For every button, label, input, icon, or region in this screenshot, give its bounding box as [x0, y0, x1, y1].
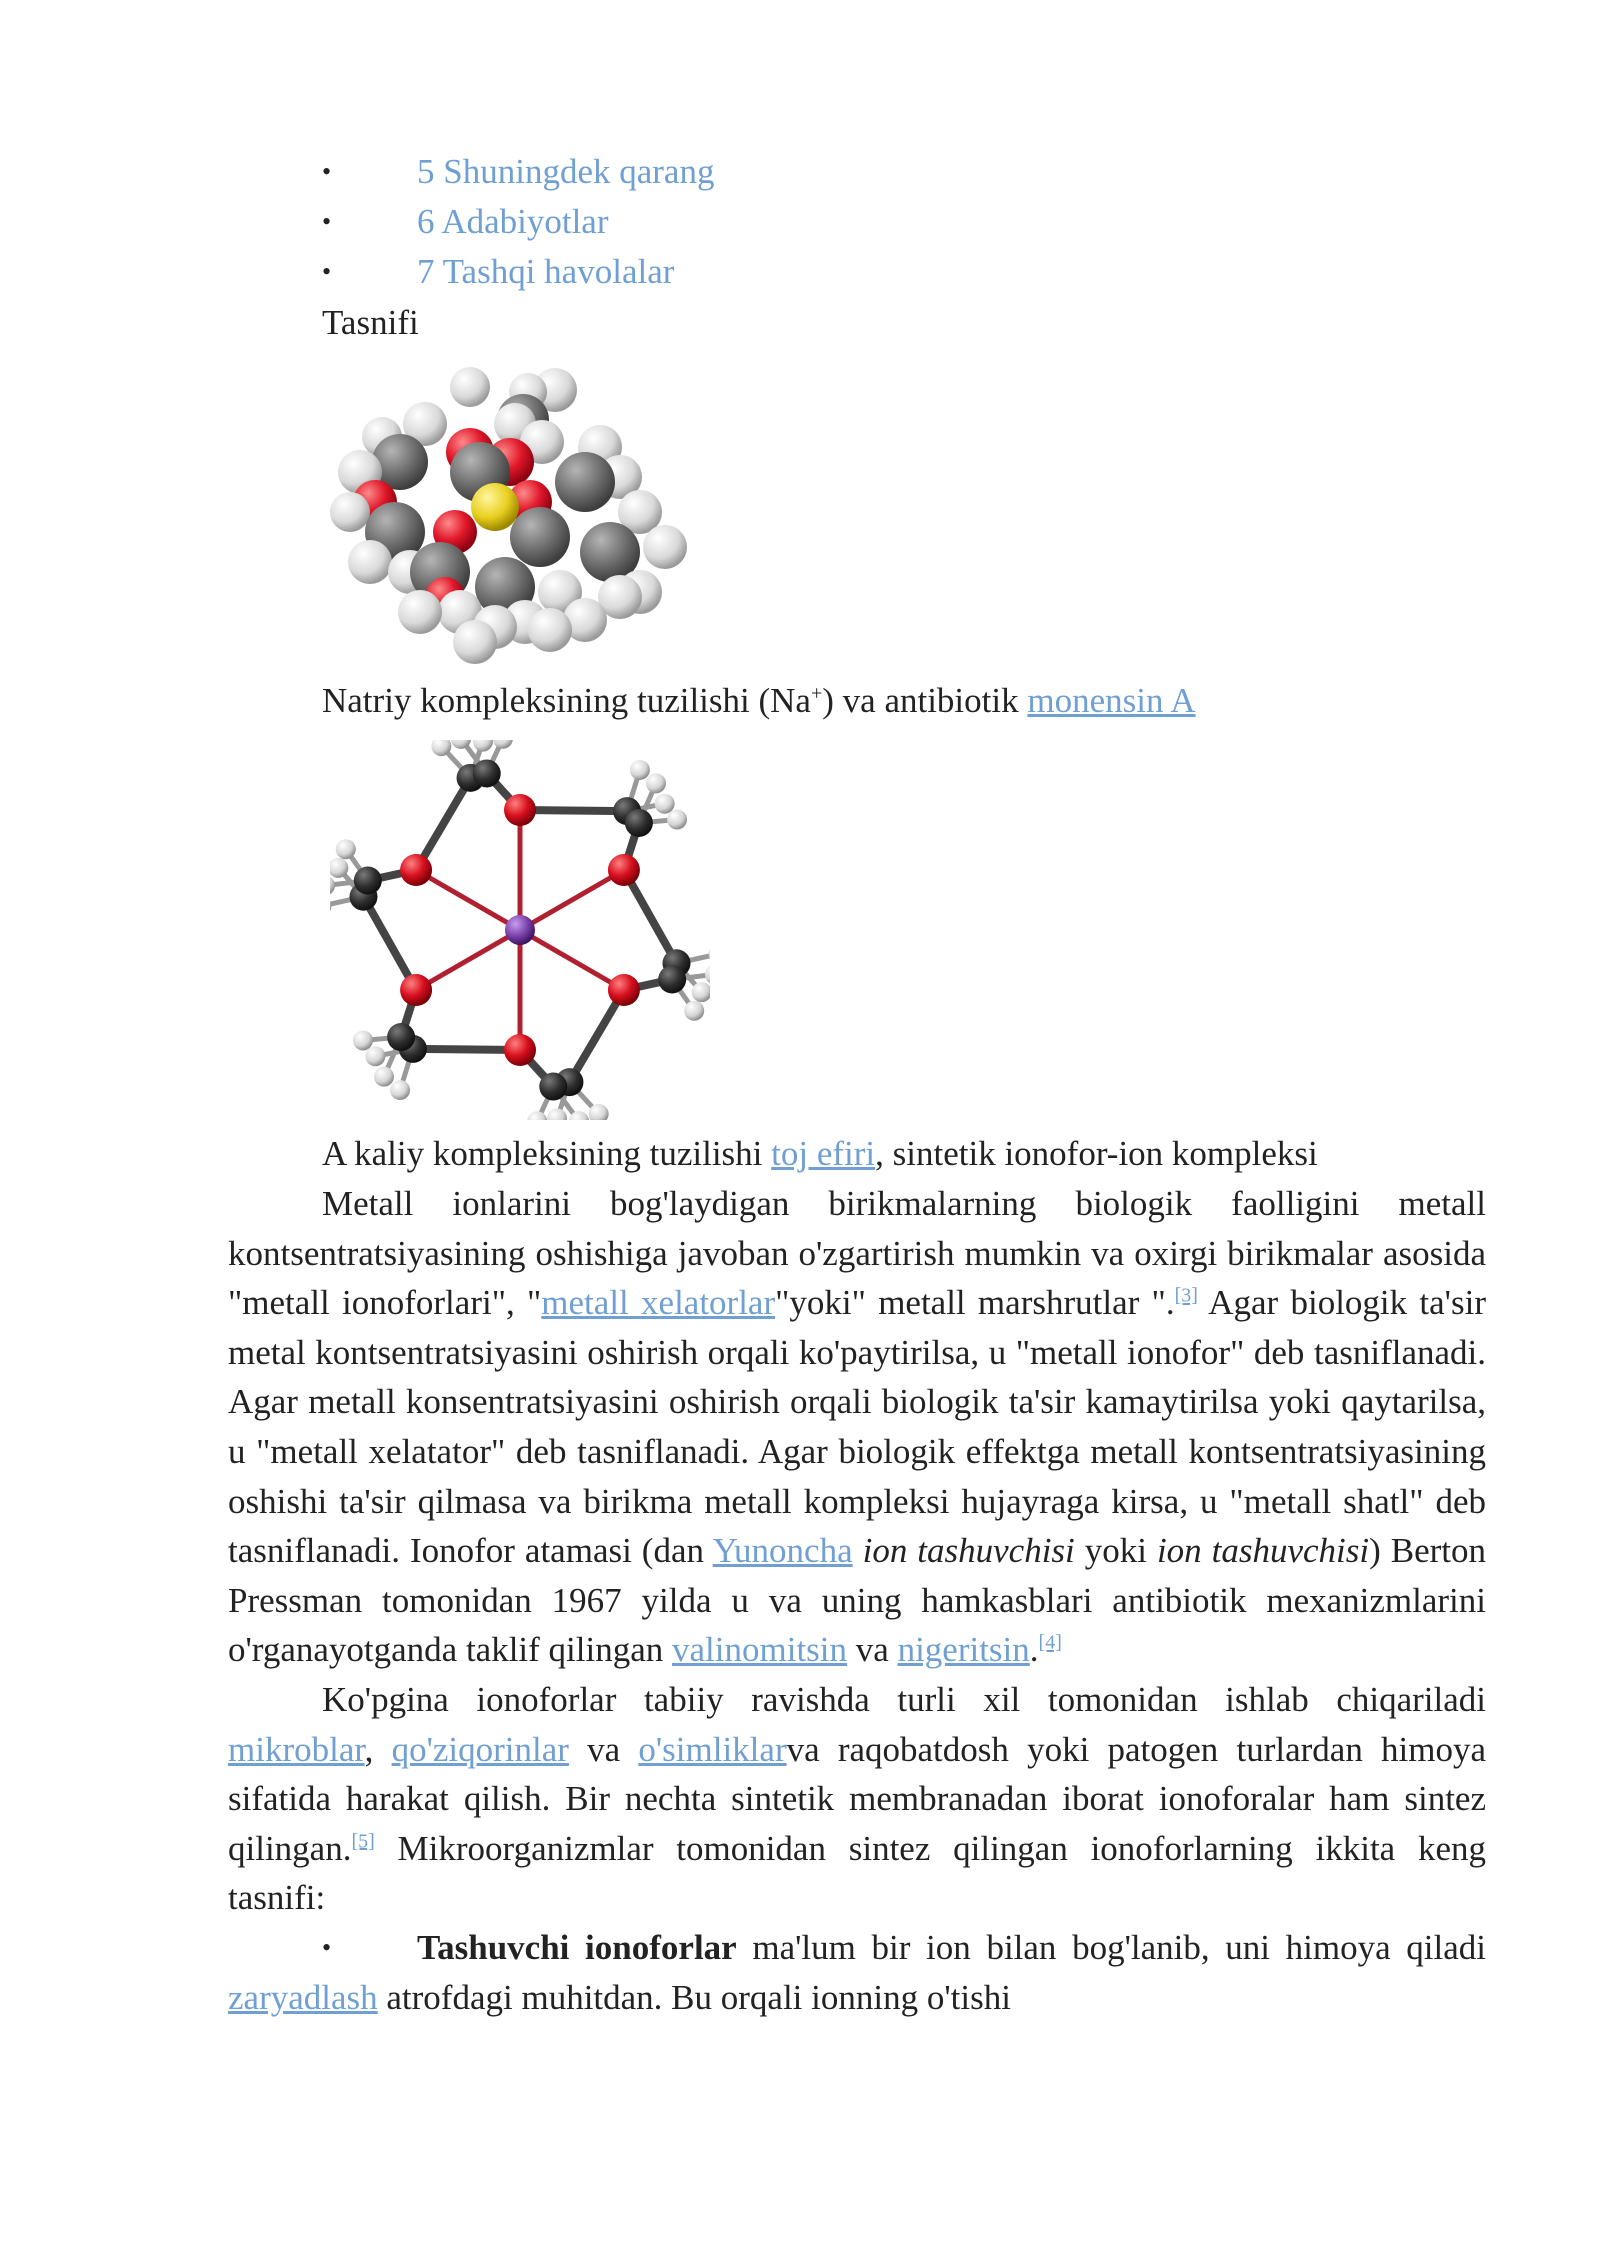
reference-4[interactable]: [4]: [1038, 1631, 1062, 1654]
k-o-bond: [416, 930, 520, 990]
carbon-atom: [658, 965, 686, 993]
link-nigeritsin[interactable]: nigeritsin: [897, 1630, 1030, 1670]
ring-bond: [569, 990, 623, 1082]
toc-link-shuningdek-qarang[interactable]: 5 Shuningdek qarang: [417, 152, 715, 191]
figure-caption-monensin: Natriy kompleksining tuzilishi (Na+) va antibiotik monensin A: [322, 681, 1196, 720]
link-metall-xelatorlar[interactable]: metall xelatorlar: [541, 1283, 776, 1323]
k-o-bond: [520, 870, 624, 930]
carbon-atom: [473, 759, 501, 787]
link-zaryadlash[interactable]: zaryadlash: [228, 1977, 378, 2017]
hydrogen-atom: [709, 944, 710, 964]
paragraph-natural-ionophores: Ko'pgina ionoforlar tabiiy ravishda turli xil tomonidan ishlab chiqariladi mikroblar, qo'ziqorinlar va o'simliklarva raqobatdosh yoki patogen turlardan himoya sifatida harakat qilish. Bir nechta sintetik membranadan iborat ionoforalar ham sintez qilingan.[5] Mikroorganizmlar tomonidan sintez qilingan ionoforlarning ikkita keng tasnifi:: [228, 1679, 1486, 1918]
sulfur-atom: [471, 483, 519, 531]
hydrogen-atom: [705, 964, 710, 984]
hydrogen-atom: [684, 1001, 704, 1021]
hydrogen-atom: [348, 540, 392, 584]
carbon-atom: [387, 1023, 415, 1051]
carbon-atom: [354, 867, 382, 895]
hydrogen-atom: [336, 839, 356, 859]
hydrogen-atom: [547, 1108, 567, 1120]
hydrogen-atom: [365, 1046, 385, 1066]
bullet: •: [322, 257, 332, 286]
link-osimliklar[interactable]: o'simliklar: [638, 1729, 787, 1769]
figure-caption-crown-ether: A kaliy kompleksining tuzilishi toj efiri, sintetik ionofor-ion kompleksi: [322, 1134, 1318, 1173]
section-heading: Tasnifi: [322, 303, 419, 342]
hydrogen-atom: [493, 740, 513, 749]
link-valinomitsin[interactable]: valinomitsin: [672, 1630, 848, 1670]
hydrogen-atom: [398, 590, 442, 634]
link-toj-efiri[interactable]: toj efiri: [771, 1134, 876, 1173]
hydrogen-atom: [473, 740, 493, 752]
hydrogen-atom: [646, 773, 666, 793]
hydrogen-atom: [390, 1080, 410, 1100]
ring-bond: [624, 870, 677, 963]
hydrogen-atom: [330, 492, 370, 532]
bullet: •: [322, 157, 332, 186]
hydrogen-atom: [330, 876, 335, 896]
crown-ether-molecule-image: [330, 740, 710, 1120]
hydrogen-atom: [330, 896, 331, 916]
toc-link-tashqi-havolalar[interactable]: 7 Tashqi havolalar: [417, 252, 675, 291]
link-yunoncha[interactable]: Yunoncha: [712, 1531, 853, 1571]
ring-bond: [413, 1049, 520, 1050]
oxygen-atom: [504, 1034, 536, 1066]
hydrogen-atom: [667, 810, 687, 830]
hydrogen-atom: [453, 620, 497, 664]
carbon-atom: [625, 809, 653, 837]
hydrogen-atom: [353, 1030, 373, 1050]
paragraph-ionophore-classification: Metall ionlarini bog'laydigan birikmalarning biologik faolligini metall kontsentratsiyasining oshishiga javoban o'zgartirish mumkin va oxirgi birikmalar asosida "metall ionoforlari", "metall xelatorlar"yoki" metall marshrutlar ".[3] Agar biologik ta'sir metal kontsentratsiyasini oshirish orqali ko'paytirilsa, u "metall ionofor" deb tasniflanadi. Agar metall konsentratsiyasini oshirish orqali biologik ta'sir kamaytirilsa yoki qaytarilsa, u "metall xelatator" deb tasniflanadi. Agar biologik effektga metall kontsentratsiyasining oshishi ta'sir qilmasa va birikma metall kompleksi hujayraga kirsa, u "metall shatl" deb tasniflanadi. Ionofor atamasi (dan Yunoncha ion tashuvchisi yoki ion tashuvchisi) Berton Pressman tomonidan 1967 yilda u va uning hamkasblari antibiotik mexanizmlarini o'rganayotganda taklif qilingan valinomitsin va nigeritsin.[4]: [228, 1184, 1487, 1670]
ring-bond: [363, 897, 416, 990]
link-qoziqorinlar[interactable]: qo'ziqorinlar: [391, 1729, 569, 1769]
bullet: •: [322, 207, 332, 236]
monensin-molecule-image: [320, 362, 720, 672]
hydrogen-atom: [450, 367, 490, 407]
reference-5[interactable]: [5]: [351, 1830, 375, 1853]
oxygen-atom: [608, 974, 640, 1006]
oxygen-atom: [504, 794, 536, 826]
hydrogen-atom: [643, 525, 687, 569]
carbon-atom: [539, 1073, 567, 1101]
hydrogen-atom: [630, 760, 650, 780]
hydrogen-atom: [527, 1111, 547, 1120]
oxygen-atom: [400, 854, 432, 886]
link-mikroblar[interactable]: mikroblar: [228, 1729, 365, 1769]
list-item-carrier-ionophores: • Tashuvchi ionoforlar ma'lum bir ion bilan bog'lanib, uni himoya qiladi zaryadlash atrofdagi muhitdan. Bu orqali ionning o'tishi: [228, 1923, 1486, 2022]
k-o-bond: [520, 930, 624, 990]
link-monensin-a[interactable]: monensin A: [1027, 681, 1196, 720]
bullet: •: [322, 1932, 332, 1962]
ring-bond: [416, 778, 470, 870]
oxygen-atom: [608, 854, 640, 886]
hydrogen-atom: [655, 794, 675, 814]
hydrogen-atom: [528, 608, 572, 652]
k-o-bond: [416, 870, 520, 930]
carbon-atom: [510, 507, 570, 567]
reference-3[interactable]: [3]: [1174, 1284, 1198, 1307]
potassium-ion: [505, 915, 535, 945]
carbon-atom: [555, 452, 615, 512]
hydrogen-atom: [374, 1067, 394, 1087]
ring-bond: [520, 810, 627, 811]
toc-link-adabiyotlar[interactable]: 6 Adabiyotlar: [417, 202, 609, 241]
oxygen-atom: [400, 974, 432, 1006]
body-text: [228, 1179, 1486, 2022]
